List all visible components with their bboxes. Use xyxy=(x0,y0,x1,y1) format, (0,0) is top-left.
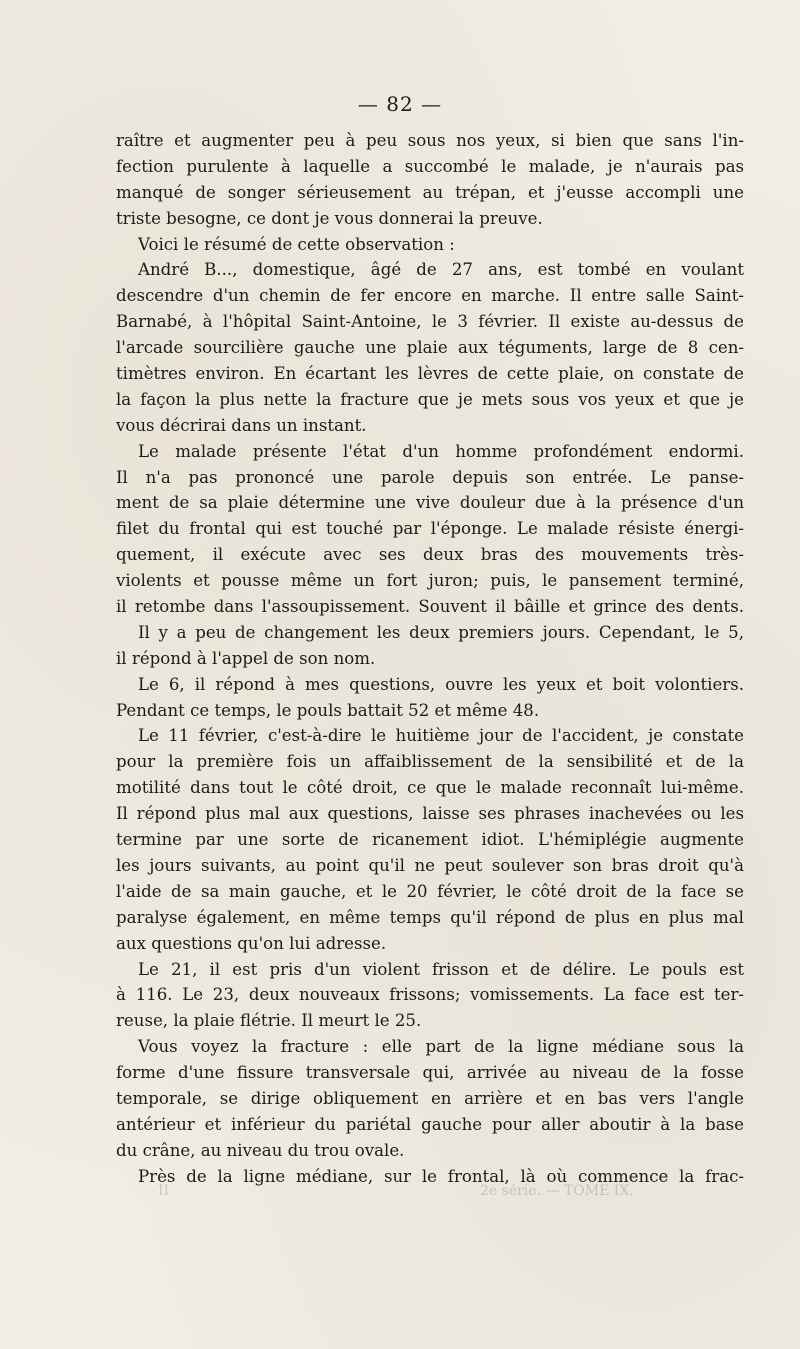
text-line: Le 21, il est pris d'un violent frisson et de délire. Le pouls est xyxy=(138,959,744,979)
text-line: descendre d'un chemin de fer encore en marche. Il entre salle Saint- xyxy=(116,286,744,306)
text-line: Le malade présente l'état d'un homme profondément endormi. xyxy=(138,441,744,461)
text-line: la façon la plus nette la fracture que je mets sous vos yeux et que je xyxy=(116,389,744,409)
text-line: reuse, la plaie flétrie. Il meurt le 25. xyxy=(116,1011,422,1031)
text-line: il retombe dans l'assoupissement. Souvent il bâille et grince des dents. xyxy=(116,597,744,617)
text-line: Il répond plus mal aux questions, laisse ses phrases inachevées ou les xyxy=(116,804,744,824)
text-line: Il y a peu de changement les deux premiers jours. Cependant, le 5, xyxy=(138,622,744,642)
text-line: ment de sa plaie détermine une vive douleur due à la présence d'un xyxy=(116,493,744,513)
text-line: Il n'a pas prononcé une parole depuis son entrée. Le panse- xyxy=(116,467,744,487)
text-line: Voici le résumé de cette observation : xyxy=(138,234,455,254)
text-line: fection purulente à laquelle a succombé le malade, je n'aurais pas xyxy=(116,156,744,176)
text-line: quement, il exécute avec ses deux bras des mouvements très- xyxy=(116,545,744,565)
text-line: Vous voyez la fracture : elle part de la ligne médiane sous la xyxy=(138,1037,744,1057)
text-line: termine par une sorte de ricanement idiot. L'hémiplégie augmente xyxy=(116,830,744,850)
text-line: André B..., domestique, âgé de 27 ans, est tombé en voulant xyxy=(138,260,744,280)
text-line: Le 11 février, c'est-à-dire le huitième jour de l'accident, je constate xyxy=(138,726,744,746)
text-line: filet du frontal qui est touché par l'éponge. Le malade résiste énergi- xyxy=(116,519,744,539)
text-line: vous décrirai dans un instant. xyxy=(116,415,367,435)
text-line: du crâne, au niveau du trou ovale. xyxy=(116,1140,405,1160)
text-line: Barnabé, à l'hôpital Saint-Antoine, le 3 février. Il existe au-dessus de xyxy=(116,312,744,332)
text-line: motilité dans tout le côté droit, ce que le malade reconnaît lui-même. xyxy=(116,778,744,798)
body-text xyxy=(116,128,744,1190)
text-line: paralyse également, en même temps qu'il répond de plus en plus mal xyxy=(116,907,744,927)
footer-signature-mark: II xyxy=(158,1183,170,1199)
text-line: à 116. Le 23, deux nouveaux frissons; vomissements. La face est ter- xyxy=(116,985,744,1005)
show-through-footer xyxy=(0,1183,800,1203)
text-line: Près de la ligne médiane, sur le frontal, là où commence la frac- xyxy=(138,1166,744,1186)
text-line: manqué de songer sérieusement au trépan, et j'eusse accompli une xyxy=(116,182,744,202)
text-line: l'arcade sourcilière gauche une plaie aux téguments, large de 8 cen- xyxy=(116,338,744,358)
text-line: pour la première fois un affaiblissement de la sensibilité et de la xyxy=(116,752,744,772)
text-line: antérieur et inférieur du pariétal gauche pour aller aboutir à la base xyxy=(116,1114,744,1134)
text-line: l'aide de sa main gauche, et le 20 février, le côté droit de la face se xyxy=(116,881,744,901)
text-line: aux questions qu'on lui adresse. xyxy=(116,933,387,953)
text-line: triste besogne, ce dont je vous donnerai la preuve. xyxy=(116,208,543,228)
text-line: timètres environ. En écartant les lèvres de cette plaie, on constate de xyxy=(116,364,744,384)
text-line: violents et pousse même un fort juron; puis, le pansement terminé, xyxy=(116,571,744,591)
text-line: il répond à l'appel de son nom. xyxy=(116,648,376,668)
footer-series-mark: 2e série. — TOME IX. xyxy=(480,1183,634,1199)
text-line: Pendant ce temps, le pouls battait 52 et même 48. xyxy=(116,700,540,720)
text-line: forme d'une fissure transversale qui, arrivée au niveau de la fosse xyxy=(116,1063,744,1083)
page-number: — 82 — xyxy=(357,92,443,116)
text-line: raître et augmenter peu à peu sous nos yeux, si bien que sans l'in- xyxy=(116,131,744,150)
text-line: temporale, se dirige obliquement en arrière et en bas vers l'angle xyxy=(116,1088,744,1108)
text-line: les jours suivants, au point qu'il ne peut soulever son bras droit qu'à xyxy=(116,855,744,875)
text-line: Le 6, il répond à mes questions, ouvre les yeux et boit volontiers. xyxy=(138,674,744,694)
